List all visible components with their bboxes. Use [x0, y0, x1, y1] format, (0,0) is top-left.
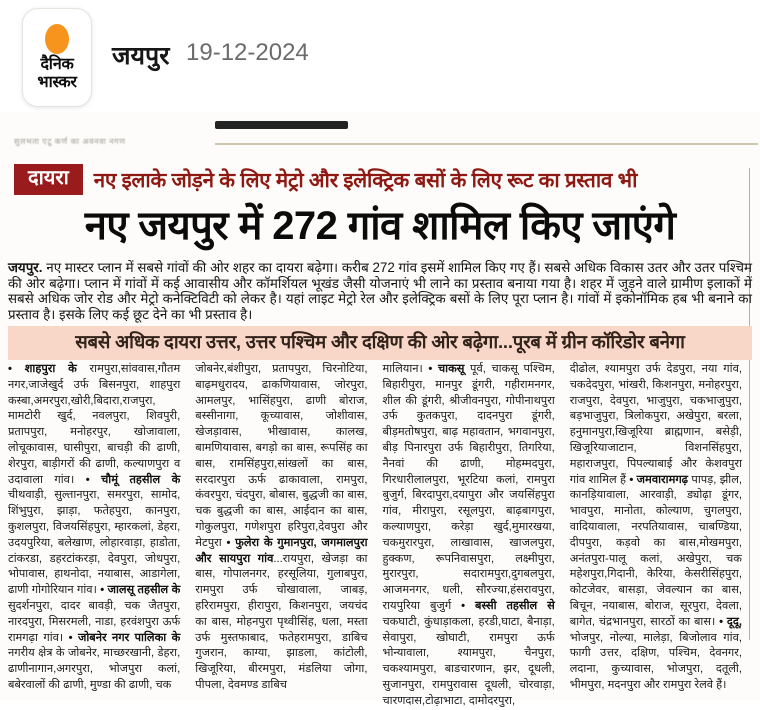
- masthead-fragment: [215, 121, 348, 129]
- lead-paragraph: [8, 260, 752, 323]
- horizontal-divider: [215, 143, 758, 145]
- news-column: दीढोल, श्यामपुरा उर्फ देडपुरा, नया गांव, चकदेदपुरा, भांखरी, किशनपुरा, मनोहरपुरा, राजपुरा, देवपुरा, भाजुपुरा, चकभाजुपुरा, बड़भाजुपुरा, त्रिलोकपुरा, अखेपुरा, बरला, हनुमानपुरा,खिजूरिया ब्राह्मणान, बसेड़ी, खिजूरियाजाटान, विशनसिंहपुरा, महाराजपुरा, पिपल्याबाई और केशवपुरा गांव शामिल हैं • जमवारामगढ़ पापड़, झील, कानड़ियावाला, आरवाड़ी, ड्योढ़ा डूंगर, भावपुरा, मानोता, कोल्याण, चुगलपुरा, वादियावाला, नरपतियावास, चाबण्डिया, दीपपुरा, कड़वो का बास,मोखमपुरा, अनंतपुरा-पालू कलां, अखेपुरा, चक महेशपुरा,गिदानी, केरिया, केसरीसिंहपुरा, कोटजेवर, बासड़ा, जेवल्यान का बास, बिचून, नयाबास, बोराज, सूरपुरा, देवला, बागेत, चंद्रभानपुरा, सारठों का बास। • दूदू, भोजपुर, नोल्या, मालेड़ा, बिजोलाव गांव, फागी उत्तर, दक्षिण, पश्चिम, देवनगर, लदाना, कुच्यावास, भोजपुरा, दतूली, भीमपुरा, मदनपुरा और रामपुरा रेलवे हैं।: [569, 363, 742, 691]
- dainik-bhaskar-logo: [22, 8, 92, 107]
- logo-brand-line2: भास्कर: [37, 73, 77, 91]
- app-header: [0, 0, 760, 112]
- faded-caption: सुलभता एटू कर्ण का अवनवा नगण: [14, 137, 126, 146]
- subhead-banner: सबसे अधिक दायरा उत्तर, उत्तर पश्चिम और दक्षिण की ओर बढ़ेगा...पूरब में ग्रीन कॉरिडोर बनेगा: [8, 326, 752, 360]
- logo-brand-line1: दैनिक: [40, 55, 74, 73]
- dateline: जयपुर.: [8, 260, 43, 275]
- main-headline: नए जयपुर में 272 गांव शामिल किए जाएंगे: [84, 204, 676, 248]
- news-column: • शाहपुरा के रामपुरा,सांववास,गौतम नगर,जाजेखुर्द उर्फ बिसनपुरा, शाहपुरा कस्बा,अमरपुरा,खोरी,बिदारा,राजपुरा, मामटोरी खुर्द, नवलपुरा, शिवपुरी, प्रतापपुरा, मनोहरपुर, खोजावाला, लोचूकावास, घासीपुरा, बाचड़ी की ढाणी, शेरपुरा, बाड़ीगरों की ढाणी, कल्याणपुरा व उदावाला गांव। • चौमूं तहसील के चीथवाड़ी, सुल्तानपुरा, समरपुरा, सामोद, शिंभुपुरा, झाड़ा, फतेहपुरा, कानपुरा, कुशलपुरा, विजयसिंहपुरा, म्हारकलां, डेहरा, उदयपुरिया, बलेखाण, लोहारवाड़ा, हाडोता, टांकरडा, डहरटांकरड़ा, देवपुरा, जोधपुरा, भोपावास, हाथनोदा, नयाबास, आडागेला, ढाणी गोगोरियान गांव। • जालसू तहसील के सुदर्शनपुरा, दादर बावड़ी, चक जैतपुरा, नारदपुरा, मिसरमली, नाडा, हरवंशपुरा ऊर्फ रामगढ़ा गांव। • जोबनेर नगर पालिका के नगरीय क्षेत्र के जोबनेर, माच्छरखानी, डेहरा, ढाणीनागान,अगरपुरा, भोजपुरा कलां, बबेरवालों की ढाणी, मुण्डा की ढाणी, चक: [8, 363, 181, 691]
- news-columns: [8, 362, 742, 710]
- news-column: मालियान। • चाकसू पूर्व, चाकसू पश्चिम, बिहारीपुरा, मानपुर डूंगरी, गहीरामनगर, शील की डूंगरी, श्रीजीवनपुरा, गोपीनाथपुरा उर्फ कुतकपुरा, दादनपुरा डूंगरी, बीड़मतोषपुरा, बाढ़ महावतान, भगवानपुरा, बीड़ पिनारपुरा उर्फ बिहारीपुरा, तिगरिया, नैनवां की ढाणी, मोहम्मदपुरा, गिरधारीलालपुरा, भूरटिया कलां, रामपुरा बुजुर्ग, बिरदापुरा,दयापुरा और जयसिंहपुरा गांव, मीरापुरा, रसूलपुरा, बाढ़बागपुरा, कल्याणपुरा, करेड़ा खुर्द,मुमारखया, चकमुरारपुरा, लाखावास, खाजलपुरा, हुक्कण, रूपनिवासपुरा, लक्ष्मीपुरा, मुरारपुरा, सदारामपुरा,दुगबलपुरा, आजमनगर, धली, सौरज्या,हंसरावपुरा, रायपुरिया बुजुर्ग • बस्सी तहसील से चकघाटी, कुंधाड़ाकला, हरडी,घाटा, बैनाड़ा, सेवापुरा, खोघाटी, रामपुरा ऊर्फ भोन्यावाला, श्यामपुरा, चैनपुरा, चकश्यामपुरा, बाडचारणान, झर, दूधली, सुजानपुरा, रामपुरावास दूधली, चोरवाड़ा, चारणदास,टोढ़ाभाटा, दामोदरपुरा,: [382, 363, 555, 707]
- edition-date-label: 19-12-2024: [186, 39, 309, 66]
- logo-sun-icon: [45, 24, 69, 54]
- kicker-row: [14, 164, 637, 195]
- newspaper-clipping: [0, 112, 760, 707]
- kicker-tag: दायरा: [14, 164, 83, 195]
- lead-text: नए मास्टर प्लान में सबसे गांवों की ओर शहर का दायरा बढ़ेगा। करीब 272 गांव इसमें शामिल किए गए हैं। सबसे अधिक विकास उतर और उतर पश्चिम की ओर बढ़ेगा। प्लान में गांवों में कई आवासीय और कॉमर्शियल भूखंड जैसी योजनाएं भी लाने का प्रस्ताव बनाया गया है। शहर में जुड़ने वाले ग्रामीण इलाकों में सबसे अधिक जोर रोड और मेट्रो कनेक्टिविटी को लेकर है। यहां लाइट मेट्रो रेल और इलेक्ट्रिक बसों के लिए पूरा प्लान है। गांवों में इकोनॉमिक हब भी बनाने का प्रस्ताव है। इसके लिए कई छूट देने का भी प्रस्ताव है।: [8, 260, 752, 323]
- news-column: जोबनेर,बंशीपुरा, प्रतापपुरा, चिरनोटिया, बाढ़मधुरादय, ढाकणियावास, जोरपुरा, आमलपुर, भासिंहपुरा, ढाणी बोराज, बस्सीनागा, कूच्यावास, जोशीवास, खेजड़ावास, भीखावास, कालख, बामणियावास, बगड़ो का बास, रूपसिंह का बास, रामसिंहपुरा,सांखलों का बास, सरदारपुरा ऊर्फ ढाकावाला, रामपुरा, कंवरपुरा, चंदपुरा, बोबास, बुद्धजी का बास, चक बुद्धजी का बास, आईदान का बास, गोकुलपुरा, गणेशपुरा हरिपुरा,देवपुरा और मेटपुरा • फुलेरा के गुमानपुरा, जगमालपुरा और सायपुरा गांव...रायपुरा, खेजड़ा का बास, गोपालनगर, हरसूलिया, गुलाबपुरा, रामपुरा उर्फ चोखावाला, जाबड़, हरिरामपुरा, हीरापुरा, किशनपुरा, जयचंद का बास, मोहनपुरा पृथ्वीसिंह, धला, मस्ता उर्फ मुस्तफाबाद, फतेहरामपुरा, डाबिच गुजरान, काग्या, झाडला, कांटोली, खिजूरिया, बीरमपुरा, मंडलिया जोगा, पीपला, देवमण्ड डाबिच: [195, 363, 368, 691]
- kicker-headline: नए इलाके जोड़ने के लिए मेट्रो और इलेक्ट्रिक बसों के लिए रूट का प्रस्ताव भी: [93, 168, 638, 192]
- edition-city-label: जयपुर: [112, 42, 170, 70]
